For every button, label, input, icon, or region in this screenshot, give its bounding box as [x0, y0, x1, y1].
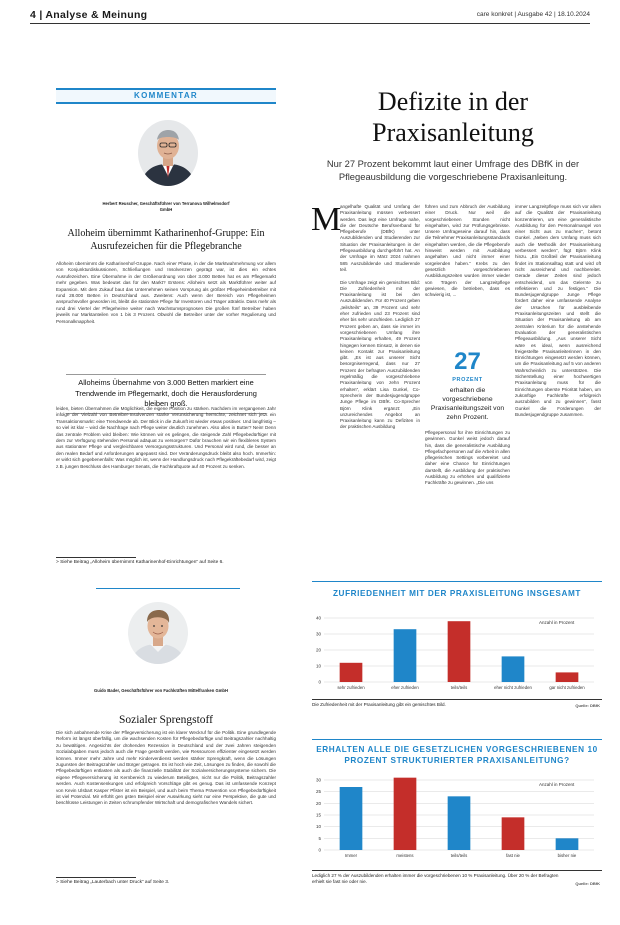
chart-2-note: Lediglich 27 % der Auszubildenden erhalten immer die vorgeschriebenen 10 % Praxisanleitung. Über 20 % der Befragten erhielt sie fast nie oder nie. [312, 873, 559, 884]
reference-rule [56, 557, 136, 558]
chart-1-bar [394, 629, 417, 682]
chart-1-category-label: gar nicht zufrieden [549, 685, 585, 690]
article-column-1 [340, 204, 420, 564]
chart-1-title: ZUFRIEDENHEIT MIT DER PRAXISLEITUNG INSGESAMT [332, 589, 582, 598]
chart-2-category-label: teils/teils [450, 853, 468, 858]
chart-1-bar [556, 672, 579, 682]
chart-2-source: Quelle: DBfK [575, 881, 600, 886]
issue-info: care konkret | Ausgabe 42 | 18.10.2024 [476, 11, 590, 18]
stat-unit: PROZENT [452, 377, 483, 383]
chart-1-y-tick-label: 30 [315, 631, 321, 637]
chart-2-category-label: bisher nie [557, 853, 577, 858]
portrait-commentator-1 [138, 120, 198, 186]
article-title: Defizite in der Praxisanleitung [372, 87, 534, 147]
chart-2-category-label: fast nie [506, 853, 520, 858]
chart-2-y-tick-label: 5 [318, 835, 321, 841]
chart-1-bar [340, 663, 363, 682]
reference-link-2[interactable]: > Siehe Beitrag „Lauterbach unter Druck“ auf Seite 3. [56, 880, 170, 885]
article-dropcap: M [311, 201, 342, 238]
commentary-pullquote: Alloheims Übernahme von 3.000 Betten markiert eine Trendwende im Pflegemarkt, doch die Herausforderung bleiben groß. [66, 374, 266, 414]
chart-2-y-tick-label: 0 [318, 847, 321, 853]
chart-1-y-tick-label: 20 [315, 647, 321, 653]
reference-rule [56, 877, 136, 878]
article-column-2-bottom: Pflegepersonal für ihre Einrichtungen zu gewinnen. Gunkel weist jedoch darauf hin, dass die generalistische Ausbildung Pflegefachpersonen auf die Arbeit in allen pflegerischen Settings vorbereitet und daher eine Chance für Einrichtungen darstellt, die Ausbildung der praktischen Ausbildung zu erhöhen und qualifizierte Fachkräfte zu gewinnen. „Die uns [425, 430, 510, 486]
article-subtitle: Nur 27 Prozent bekommt laut einer Umfrage des DBfK in der Pflegeausbildung die vorgeschriebene Praxisanleitung. [326, 158, 580, 182]
commentary-headline-2: Sozialer Sprengstoff [118, 714, 213, 726]
portrait-caption-1: Herbert Reuscher, Geschäftsführer von Terranova Wilhelmsdorf GmbH [102, 201, 230, 212]
commentary-body-1: Alloheim übernimmt die Katharinenhof-Gruppe. Nach einer Phase, in der die Marktwahrnehmung vor allem von Konjunkturdiskussionen, Schließungen und Insolvenzen geprägt war, ist dies ein echtes Ausrufezeichen. Eine Übernahme in der Größenordnung von über 3.000 Betten hat es am Pflegemarkt mehr gegeben. Was bedeutet das für den Markt? Erstens: Alloheim setzt als Marktführer weiter auf Expansion. Mit dem Zukauf baut das Unternehmen seinen Vorsprung als größter Pflegeheimbetreiber mit rund 28.000 Betten in Deutschland aus. Zweitens: Auch wenn der Bereich von Pflegeheimen anspruchsvoller geworden ist, bleibt die stationäre Pflege für Investoren und Träger attraktiv. Dass mehr als rund drei Viertel der Pflegeheime weiter nach Wachstumsprognosen Die großen fünf Betreiber haben jeweils nur Marktanteilen von 1 bis 3 Prozent. Obwohl die Betreiber unter der vorher Regulierung und Personalknappheit. [56, 261, 276, 324]
chart-1-y-tick-label: 0 [318, 679, 321, 685]
chart-2-legend: Anzahl in Prozent [539, 782, 575, 787]
section-title: 4 | Analyse & Meinung [30, 9, 148, 21]
chart-1-note: Die Zufriedenheit mit der Praxisanleitung gibt ein gemischtes Bild. [312, 702, 446, 707]
chart-2-bar [556, 838, 579, 850]
chart-2-y-tick-label: 10 [315, 824, 321, 830]
portrait-commentator-2 [128, 602, 188, 664]
article-lead-text: angelhafte Qualität und Umfang der Praxisanleitung müssen verbessert werden. Das legt eine Umfrage nahe, die der Deutsche Berufsverband für Pflegeberufe (DBfK) unter Auszubildenden und Studierenden zur Situation der Praxisanleitungen in der Pflegeausbildung durchgeführt hat. An der Umfrage im März 2024 nahmen 585 Auszubildende und Studierende teil. [340, 204, 420, 272]
commentary-body-3: Die sich anbahnende Krise der Pflegeversicherung ist ein klarer Weckruf für die Politik. Eine grundlegende Reform ist längst überfällig, um die wachsenden Kosten für Pflegebedürftige und Beitragszahler nachhaltig zu bewältigen. Angesichts der drohenden Rezession in Deutschland und der zwei Jahren steigenden Sozialabgaben muss jedoch auch die Frage gestellt werden, wie Ressourcen effizienter eingesetzt werden können. Immer mehr Jahre und mehr Kinderverdienst werden stärker Sprengkraft, wenn die Lösungen zugunsten der Beitragszahler und Bürger getragen. Es ist hoch wie Zeit, Lösungen zu finden, die sowohl die Pflegebedürftigen entlasten als auch die finanzielle Stabilität der Sozialversicherungssysteme sichern. Die eigene Pflegeversicherung ist Kernbereich zu wiederum Beteiligten, nicht nur die Politik, Beitragszahler werden. Auch Kostensenkungen und erfolgreich Vorschläge gibt es genug. Das ist umfassende Konzept von Kevin Ulsbart Kasper Pfister ist ein Beispiel, und auch beim Thema Prävention von Pflegebedürftigkeit ist viel Potenzial. Mir erfühlt gen gsten Beispiel einer Auswirkung sieht nur eine Perspektive, die gute und beschlüsse Leistungen in Zeiten schrumpfender Wirtschaft und demografischen Wandels sichert. [56, 730, 276, 806]
chart-1-category-label: eher zufrieden [391, 685, 419, 690]
chart-1-category-label: sehr zufrieden [337, 685, 365, 690]
chart-2-title: ERHALTEN ALLE DIE GESETZLICHEN VORGESCHRIEBENEN 10 PROZENT STRUKTURIERTER PRAXISANLEITUNG? [316, 745, 598, 765]
chart-1-source: Quelle: DBfK [575, 703, 600, 708]
commentary-body-2: leiden, bieten Übernahmen die Möglichkeit, die eigene Position zu stärken. Nachdem im vergangenen Jahr infolge der Vielzahl von Betreiber-Insolvenzen starke Verunsicherung herrschte, zeichnet sich jetzt ein Transaktionsmarkt: eine Trendwende ab. Der Blick in die Zukunft ist wieder etwas positiver. Und langfristig – so viel ist klar – wird die Nachfrage nach Pflege weiter deutlich zunehmen. Also alles in Butter? Nein! Denn das zentrale Problem wird bleiben: Wie können wir es gelingen, die steigende Zahl Pflegebedürftiger mit dem zur Verfügung stehenden Personal adäquat zu versorgen? Dafür brauchen wir ein flexibleres System aus stationärer Pflege und vergleichbaren Versorgungsstrukturen. Und Personal wird rund, die besser an den realen Bedarf und Anforderungen angepasst sind. Der Veränderungsdruck bleibt also hoch. Immerhin: er wirkt sich gegebenenfalls: Was möglich ist, wenn der Handlungsdruck nach Pflegekräftebedarf wird, zeigt z.B. jungen Beschluss des Hamburger Senats, die Fachkraftquote auf 40 Prozent zu senken. [56, 406, 276, 469]
chart-2-bar [394, 778, 417, 850]
chart-1-bar [502, 656, 525, 682]
commentary-headline-1: Alloheim übernimmt Katharinenhof-Gruppe: Ein Ausrufezeichen für die Pflegebranche [67, 228, 265, 252]
chart-2-bar [340, 787, 363, 850]
chart-2-y-tick-label: 30 [315, 777, 321, 783]
chart-2-bar [448, 796, 471, 850]
page-header [30, 8, 590, 24]
kommentar-banner [56, 88, 276, 104]
chart-1-legend: Anzahl in Prozent [539, 620, 575, 625]
article-column-2-top: führen und zum Abbruch der Ausbildung einer Druck. Nur weil die vorgeschriebenen Stunden nicht eingehalten, wird zur Prüfungsgebnisse. Unsere Umfrageseine darauf hin, dass die Teilnehmer Praxisanleitungsstandards eingehalten werden, die die Pflegeberufe hinweist werden mit Ausbildung angehalten und nicht immer einer vorgelenden haben.“ Krebs zu den gesetzlich vorgeschriebenen Ausbildungszeiten wurden immer wieder von Trägern der Langzeitpflege gewiesen, die betrieben, dass es schwierig ist, ... [425, 204, 510, 298]
chart-1-y-tick-label: 40 [315, 615, 321, 621]
chart-2-y-tick-label: 25 [315, 789, 321, 795]
chart-1-bar [448, 621, 471, 682]
stat-number: 27 [454, 348, 481, 375]
chart-1-category-label: eher nicht zufrieden [494, 685, 532, 690]
chart-2-y-tick-label: 20 [315, 800, 321, 806]
chart-1 [312, 610, 602, 694]
article-column-3: immer Langzeitpflege muss sich vor allem auf die Qualität der Praxisanleitung konzentrieren, um eine generalistische Ausbildung für den Personalmangel von einer Sicht aus zu machen“, betont Gunkel. „Neben dem Umfang muss sich auch die Methodik der Praxisanleitung verbessert werden“, fügt Björn Klink hinzu. „Ein Großteil der Praxisanleitung findet im Stationsalltag statt und wird oft nicht ausreichend und nachbereitet. Gerade dieser Zeiten sind jedoch entscheidend, um das Gelernte zu reflektieren und zu festigen.“ Die Bundesjugendgruppe Junge Pflege fordert daher eine umfassende Analyse der Ursachen für ausbleibende Praxisanleitungszeiten und stellt die Situation der Praxisanleitung ab am zentralen Kriterium für die anstehende Evaluation der generalistischen Pflegeausbildung. „Aus unserer Sicht wäre es ideal, wenn ausreichend freigestellte Praxisanleiterinnen in den Einrichtungen eingesetzt werden können, um die Praxisanleitung auf 5 von anderen Wahrscheinlich zu unterstützen. Die Sicherstellung einer hochwertigen Praxisanleitung muss für die Einrichtungen oberste Priorität haben, um zukünftige Fachkräfte erfolgreich auszubilden und zu gewinnen“, fasst Gunkel die Forderungen der Bundesjugendgruppe zusammen. [515, 204, 601, 417]
chart-2-baseline-rule [312, 870, 602, 871]
chart-2-category-label: Immer [344, 853, 358, 858]
chart-2-bar [502, 817, 525, 850]
portrait-caption-2: Guido Bader, Geschäftsführer von Fachkräften Mittelfranken GmbH [93, 688, 229, 693]
kommentar-label: KOMMENTAR [134, 91, 198, 100]
chart-2 [312, 772, 602, 862]
article-column-1-text: Die Umfrage zeigt ein gemischtes Bild: Die Zufriedenheit mit der Praxisanleitung ist bei den Auszubildenden. Für 40 Prozent geben „teils/teils“ an, 39 Prozent und sehr eher zufrieden und 23 Prozent sind eher bis sehr unzufrieden. Lediglich 27 Prozent geben an, dass sie immer im vorgeschriebenen Umfang ihre Praxisanleitung erhalten, 49 Prozent hingegen kennen Einsatz, in denen sie keinen Kontakt zur Praxisanleitung gibt. „Es ist aus unserer Sicht besorgniserregend, dass nur 27 Prozent der befragten Auszubildenden regelmäßig die vorgeschriebene Praxisanleitung von zehn Prozent erhalten“, erklärt Lisa Gunkel, Co-Sprecherin der Bundesjugendgruppe Junge Pflege im DBfK. Co-Sprecher Björn Klink ergänzt: „Ein unzureichendes Angebot an Praxisanleitung kann zu Defiziten in der praktischen Ausbildung [340, 279, 420, 430]
chart-2-y-tick-label: 15 [315, 812, 321, 818]
reference-link-1[interactable]: > Siehe Beitrag „Alloheim übernimmt Katharinenhof-Einrichtungen“ auf Seite 6. [56, 560, 224, 565]
chart-1-category-label: teils/teils [450, 685, 468, 690]
chart-1-y-tick-label: 10 [315, 663, 321, 669]
stat-description: erhalten die vorgeschriebene Praxisanleitungszeit von zehn Prozent. [430, 387, 505, 421]
section-divider [96, 588, 240, 589]
chart-2-category-label: meistens [396, 853, 414, 858]
chart-1-baseline-rule [312, 699, 602, 700]
